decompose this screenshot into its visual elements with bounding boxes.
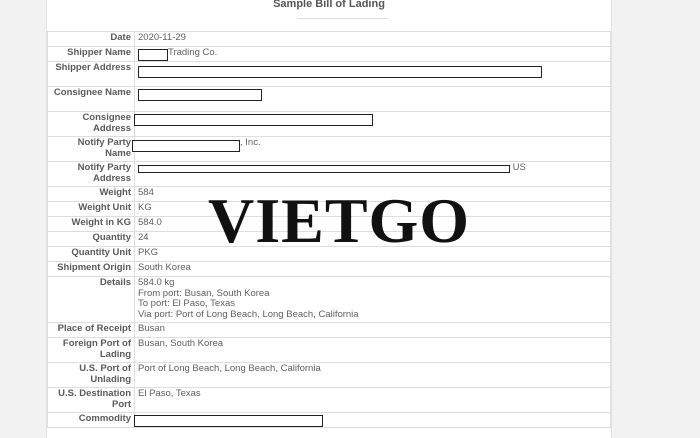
field-value-cell [135,47,611,62]
row-shipment-origin [48,262,611,277]
field-label: Date [48,32,135,47]
field-value-cell [135,162,611,187]
field-value: 24 [135,232,611,247]
field-value: South Korea [135,262,611,277]
details-line: From port: Busan, South Korea [138,287,270,299]
row-shipper-name [48,47,611,62]
row-us-port-of-unlading [48,363,611,388]
field-value-cell [135,413,611,428]
row-shipper-address [48,62,611,87]
field-value-cell [135,87,611,112]
row-place-of-receipt [48,323,611,338]
field-value-cell [135,62,611,87]
redaction-box [138,66,542,78]
field-value-cell [135,137,611,162]
field-label: Foreign Port of Lading [48,338,135,363]
field-value: Busan [135,323,611,338]
redaction-box [138,49,168,61]
field-label: Quantity [48,232,135,247]
field-value: 584.0 [135,217,611,232]
field-value: 584 [135,187,611,202]
field-value: Busan, South Korea [135,338,611,363]
field-label: Consignee Name [48,87,135,112]
field-label: Place of Receipt [48,323,135,338]
row-notify-party-name [48,137,611,162]
vietgo-watermark: VIETGO [208,185,471,256]
field-label: U.S. Port of Unlading [48,363,135,388]
field-label: Shipper Address [48,62,135,87]
field-value: Port of Long Beach, Long Beach, California [135,363,611,388]
field-label: Shipment Origin [48,262,135,277]
field-value: Trading Co. [168,47,218,58]
field-label: Quantity Unit [48,247,135,262]
field-label: Notify Party Name [48,137,135,162]
redaction-box [134,415,323,427]
field-value: El Paso, Texas [135,388,611,413]
field-value: , Inc. [240,137,261,148]
field-label: U.S. Destination Port [48,388,135,413]
field-label: Weight [48,187,135,202]
row-us-destination-port [48,388,611,413]
field-value-cell [135,112,611,137]
field-label: Weight in KG [48,217,135,232]
row-date [48,32,611,47]
field-value: 2020-11-29 [135,32,611,47]
row-details [48,277,611,323]
redaction-box [138,89,262,101]
row-notify-party-address [48,162,611,187]
redaction-box [134,114,373,126]
field-label: Weight Unit [48,202,135,217]
row-consignee-address [48,112,611,137]
faint-subtitle-line [297,18,387,19]
details-line: 584.0 kg [138,277,175,288]
document-title: Sample Bill of Lading [273,0,385,10]
row-foreign-port-of-lading [48,338,611,363]
details-lines [135,277,611,323]
field-label: Commodity [48,413,135,428]
details-line: To port: El Paso, Texas [138,298,235,309]
field-value: KG [135,202,611,217]
field-value: PKG [135,247,611,262]
row-consignee-name [48,87,611,112]
field-label: Details [48,277,135,323]
field-label: Notify Party Address [48,162,135,187]
field-value: US [512,162,526,173]
field-label: Consignee Address [48,112,135,137]
redaction-box [138,165,510,173]
redaction-box [132,140,240,152]
row-commodity [48,413,611,428]
field-label: Shipper Name [48,47,135,62]
details-line: Via port: Port of Long Beach, Long Beach, California [138,308,359,320]
